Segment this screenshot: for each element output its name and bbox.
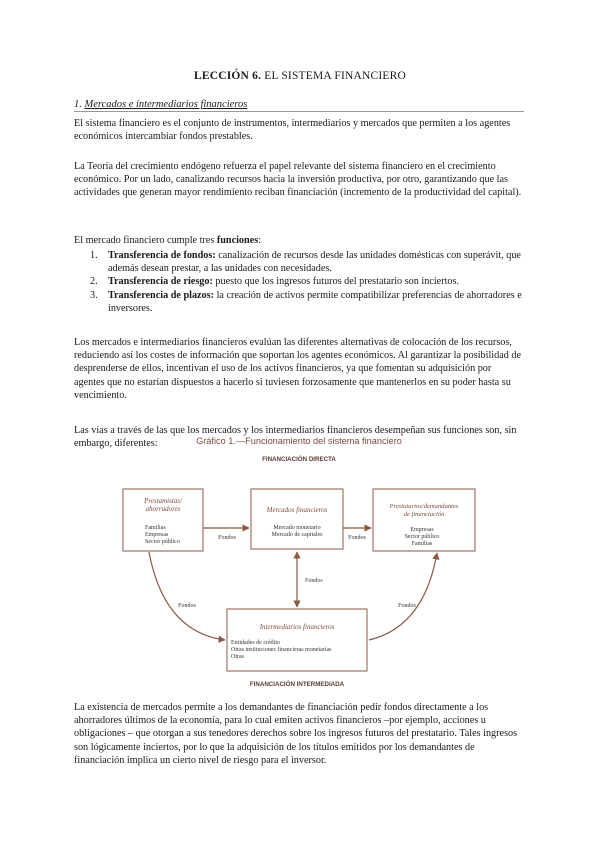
paragraph-ways: Las vías a través de las que los mercados y los intermediarios financieros desempeñan sus funciones son, sin embargo, diferentes:: [74, 425, 517, 450]
markets-item: Mercado de capitales: [271, 532, 323, 538]
title-text: EL SISTEMA FINANCIERO: [261, 70, 407, 82]
lenders-item: Familias: [145, 525, 166, 531]
functions-intro-bold: funciones: [216, 235, 259, 246]
paragraph-definition: El sistema financiero es el conjunto de instrumentos, intermediarios y mercados que permiten a los agentes económicos intercambiar fondos prestables.: [74, 118, 511, 143]
section-heading: [74, 99, 524, 112]
lenders-item: Sector público: [145, 539, 180, 545]
paragraph-market-existence: La existencia de mercados permite a los demandantes de financiación pedir fondos directamente a los ahorradores últimos de la economía, para lo cual emiten activos financieros –por ejemplo, acciones u obligaciones – que otorgan a sus tenedores derechos sobre los ingresos futuros del prestatario. Tales ingresos son lógicamente inciertos, por lo que la adquisición de los títulos emitidos por los demandantes de financiación implica un cierto nivel de riesgo para el inversor.: [74, 702, 518, 766]
list-item-number: 3.: [90, 289, 98, 301]
funds-label: Fondos: [348, 535, 366, 541]
functions-intro-colon: :: [258, 235, 262, 246]
list-item-title: Transferencia de riesgo:: [108, 276, 213, 288]
paragraph-functions-intro: [74, 234, 524, 247]
borrowers-title-line1: Prestatarios/demandantes: [389, 503, 459, 510]
arrow-lenders-intermediaries: [149, 552, 225, 640]
arrow-intermediaries-borrowers: [369, 553, 437, 640]
funds-label: Fondos: [305, 578, 323, 584]
diagram-caption: Gráfico 1.—Funcionamiento del sistema financiero: [196, 436, 402, 446]
lenders-item: Empresas: [145, 532, 169, 538]
borrowers-item: Sector público: [404, 534, 440, 540]
financial-system-diagram: [119, 432, 479, 690]
paragraph-markets-role: Los mercados e intermediarios financieros evalúan las diferentes alternativas de colocación de los recursos, reduciendo así los costes de información que soportan los agentes económicos. Al garantizar la posibilidad de desprenderse de ellos, incentivan el uso de los activos financieros, ya que fomentan su adquisición por agentes que no estarían dispuestos a hacerlo si tuviesen forzosamente que mantenerlos en su poder hasta su vencimiento.: [74, 337, 521, 401]
intermediaries-item: Entidades de crédito: [231, 640, 280, 646]
paragraph-growth-theory: La Teoría del crecimiento endógeno refuerza el papel relevante del sistema financiero en el crecimiento económico. Por un lado, canalizando recursos hacia la inversión productiva, por otro, garantizando que las actividades que generan mayor rendimiento reciban financiación (incremento de la productividad del capital).: [74, 161, 522, 199]
intermediaries-item: Otras: [231, 654, 244, 660]
list-item-text: canalización de recursos desde las unidades domésticas con superávit, que además desean prestar, a las unidades con necesidades.: [108, 250, 521, 275]
direct-financing-label: FINANCIACIÓN DIRECTA: [262, 456, 336, 463]
borrowers-title-line2: de financiación: [403, 511, 445, 518]
list-item-title: Transferencia de fondos:: [108, 250, 216, 261]
funds-label: Fondos: [398, 603, 416, 609]
intermediaries-title: Intermediarios financieros: [259, 623, 335, 631]
list-item: [74, 275, 524, 288]
markets-box: [251, 489, 343, 549]
intermediaries-item: Otras instituciones financieras monetarias: [231, 647, 332, 653]
page-title: [0, 70, 600, 82]
list-item: [74, 289, 524, 315]
funds-label: Fondos: [218, 535, 236, 541]
functions-list: [74, 249, 524, 315]
list-item-number: 1.: [90, 250, 98, 261]
title-lesson: LECCIÓN 6.: [193, 70, 262, 82]
lenders-title-line2: ahorradores: [145, 505, 181, 513]
markets-item: Mercado monetario: [273, 525, 321, 531]
list-item-number: 2.: [90, 276, 98, 288]
list-item-text: puesto que los ingresos futuros del prestatario son inciertos.: [212, 276, 460, 288]
list-item-text: la creación de activos permite compatibilizar preferencias de ahorradores e inversores.: [108, 289, 522, 314]
borrowers-item: Empresas: [410, 527, 434, 533]
funds-label: Fondos: [178, 603, 196, 609]
list-item-title: Transferencia de plazos:: [108, 289, 215, 301]
section-title: Mercados e intermediarios financieros: [84, 99, 248, 110]
functions-intro-text: El mercado financiero cumple tres: [74, 235, 217, 246]
markets-title: Mercados financieros: [266, 506, 328, 514]
intermediated-financing-label: FINANCIACIÓN INTERMEDIADA: [249, 681, 345, 688]
lenders-title-line1: Prestamistas/: [144, 497, 182, 505]
borrowers-item: Familias: [411, 541, 433, 547]
section-number: 1.: [74, 99, 82, 110]
list-item: [74, 249, 524, 275]
